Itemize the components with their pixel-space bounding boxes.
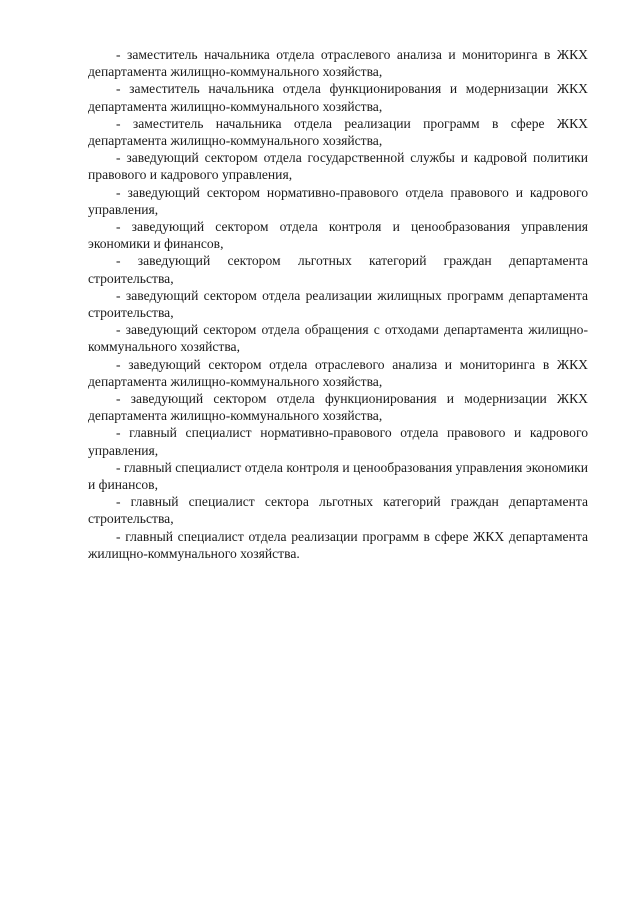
list-item: - заведующий сектором отдела контроля и ценообразования управления экономики и финансов, <box>88 219 588 252</box>
list-item: - заместитель начальника отдела функционирования и модернизации ЖКХ департамента жилищно-коммунального хозяйства, <box>88 81 588 114</box>
list-item: - заведующий сектором отдела обращения с отходами департамента жилищно-коммунального хозяйства, <box>88 322 588 355</box>
list-item: - заведующий сектором нормативно-правового отдела правового и кадрового управления, <box>88 184 588 217</box>
document-page <box>88 46 588 562</box>
list-item: - главный специалист отдела реализации программ в сфере ЖКХ департамента жилищно-коммунального хозяйства. <box>88 528 588 561</box>
list-item: - главный специалист сектора льготных категорий граждан департамента строительства, <box>88 494 588 527</box>
list-item: - заведующий сектором отдела государственной службы и кадровой политики правового и кадрового управления, <box>88 150 588 183</box>
list-item: - заместитель начальника отдела реализации программ в сфере ЖКХ департамента жилищно-коммунального хозяйства, <box>88 115 588 149</box>
list-item: - заведующий сектором льготных категорий граждан департамента строительства, <box>88 253 588 286</box>
list-item: - главный специалист отдела контроля и ценообразования управления экономики и финансов, <box>88 459 588 493</box>
list-item: - заведующий сектором отдела реализации жилищных программ департамента строительства, <box>88 287 588 321</box>
list-item: - заведующий сектором отдела отраслевого анализа и мониторинга в ЖКХ департамента жилищно-коммунального хозяйства, <box>88 356 588 389</box>
list-item: - заведующий сектором отдела функционирования и модернизации ЖКХ департамента жилищно-коммунального хозяйства, <box>88 391 588 424</box>
list-item: - главный специалист нормативно-правового отдела правового и кадрового управления, <box>88 425 588 458</box>
list-item: - заместитель начальника отдела отраслевого анализа и мониторинга в ЖКХ департамента жилищно-коммунального хозяйства, <box>88 47 588 80</box>
